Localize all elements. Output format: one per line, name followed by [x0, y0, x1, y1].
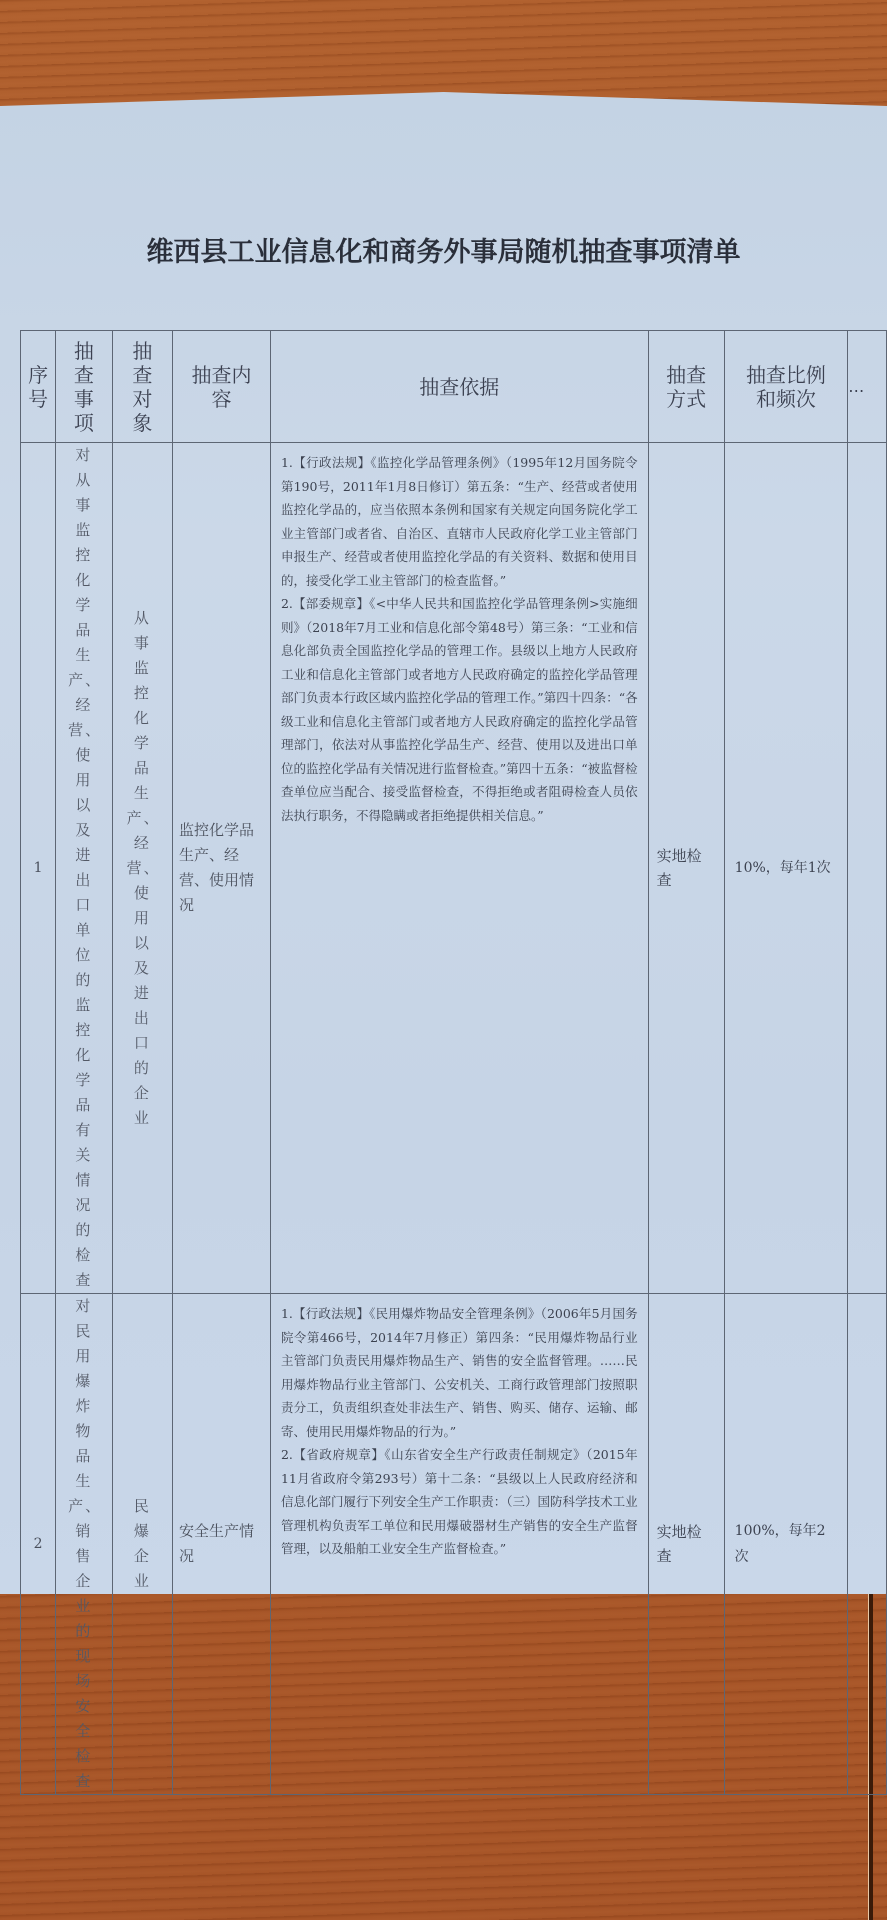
table-row	[21, 443, 887, 1294]
header-basis: 抽查依据	[270, 331, 648, 443]
basis-clause: 1.【行政法规】《监控化学品管理条例》（1995年12月国务院令第190号，2011年1月8日修订）第五条：“生产、经营或者使用监控化学品的，应当依照本条例和国家有关规定向国务院化学工业主管部门或者省、自治区、直辖市人民政府化学工业主管部门申报生产、经营或者使用监控化学品的有关资料、数据和使用目的，接受化学工业主管部门的检查监督。”	[280, 455, 638, 588]
header-extra-partial: …	[848, 331, 887, 443]
inspection-item: 对从事监控化学品生产、经营、使用以及进出口单位的监控化学品有关情况的检查	[56, 443, 113, 1294]
header-target: 抽查对象	[112, 331, 172, 443]
table-header-row	[21, 331, 887, 443]
inspection-items-table	[20, 330, 887, 1795]
extra-cell	[848, 443, 887, 1294]
row-number: 1	[21, 443, 56, 1294]
inspection-target: 从事监控化学品生产、经营、使用以及进出口的企业	[112, 443, 172, 1294]
basis-clause: 1.【行政法规】《民用爆炸物品安全管理条例》（2006年5月国务院令第466号，2014年7月修正）第四条：“民用爆炸物品行业主管部门负责民用爆炸物品生产、销售的安全监督管理。……民用爆炸物品行业主管部门、公安机关、工商行政管理部门按照职责分工，负责组织查处非法生产、销售、购买、储存、运输、邮寄、使用民用爆炸物品的行为。”	[280, 1306, 638, 1439]
header-no: 序号	[21, 331, 56, 443]
inspection-content: 监控化学品生产、经营、使用情况	[173, 443, 271, 1294]
inspection-target: 民爆企业	[112, 1294, 172, 1795]
header-content: 抽查内容	[173, 331, 271, 443]
inspection-method: 实地检查	[648, 443, 724, 1294]
document-title: 维西县工业信息化和商务外事局随机抽查事项清单	[146, 237, 741, 268]
inspection-ratio: 100%，每年2次	[724, 1294, 848, 1795]
header-method: 抽查方式	[648, 331, 724, 443]
inspection-basis	[270, 443, 648, 1294]
inspection-method: 实地检查	[648, 1294, 724, 1795]
header-item: 抽查事项	[56, 331, 113, 443]
row-number: 2	[21, 1294, 56, 1795]
basis-clause: 2.【部委规章】《<中华人民共和国监控化学品管理条例>实施细则》（2018年7月工业和信息化部令第48号）第三条：“工业和信息化部负责全国监控化学品的管理工作。县级以上地方人民政府工业和信息化主管部门或者地方人民政府确定的监控化学品管理部门负责本行政区域内监控化学品的管理工作。”第四十四条：“各级工业和信息化主管部门或者地方人民政府确定的监控化学品管理部门，依法对从事监控化学品生产、经营、使用以及进出口单位的监控化学品有关情况进行监督检查。”第四十五条：“被监督检查单位应当配合、接受监督检查，不得拒绝或者阻碍检查人员依法执行职务，不得隐瞒或者拒绝提供相关信息。”	[280, 596, 638, 823]
inspection-content: 安全生产情况	[173, 1294, 271, 1795]
basis-clause: 2.【省政府规章】《山东省安全生产行政责任制规定》（2015年11月省政府令第293号）第十二条：“县级以上人民政府经济和信息化部门履行下列安全生产工作职责：（三）国防科学技术工业管理机构负责军工单位和民用爆破器材生产销售的安全生产监督管理，以及船舶工业安全生产监督检查。”	[280, 1447, 638, 1556]
extra-cell	[848, 1294, 887, 1795]
inspection-basis	[270, 1294, 648, 1795]
table-row	[21, 1294, 887, 1795]
inspection-item: 对民用爆炸物品生产、销售企业的现场安全检查	[56, 1294, 113, 1795]
header-ratio: 抽查比例和频次	[724, 331, 848, 443]
inspection-ratio: 10%，每年1次	[724, 443, 848, 1294]
